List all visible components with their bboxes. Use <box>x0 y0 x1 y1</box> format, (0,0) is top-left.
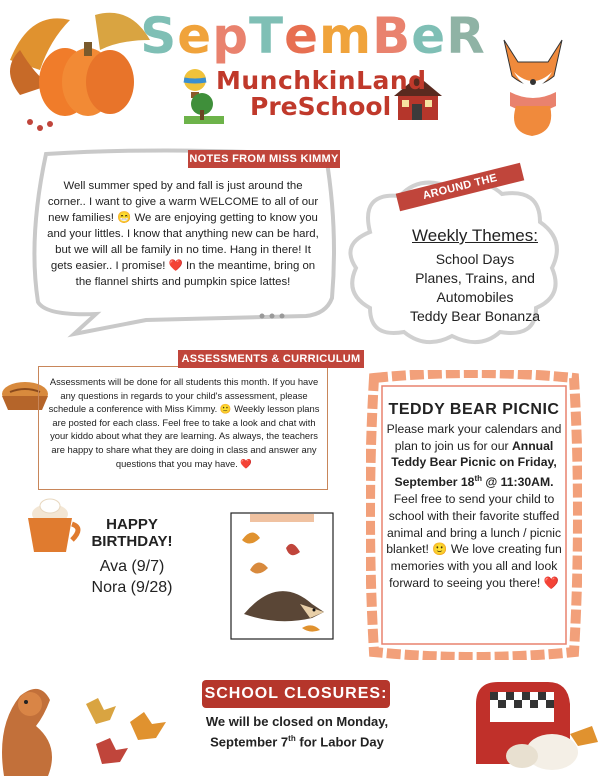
birthday-name: Nora (9/28) <box>91 579 173 596</box>
closures-body <box>178 713 416 750</box>
title-letter: R <box>446 7 486 65</box>
assessments-tag: ASSESSMENTS & CURRICULUM <box>178 350 364 368</box>
picnic-intro: Please mark your calendars and plan to join us for our <box>386 421 562 453</box>
squirrel-icon <box>0 676 62 776</box>
logo-line-2: PreSchool <box>250 92 392 121</box>
notes-tag: NOTES FROM MISS KIMMY <box>188 150 340 168</box>
closures-line-2 <box>178 730 416 750</box>
picnic-section <box>384 402 564 592</box>
school-logo <box>178 64 446 124</box>
weekly-theme-item: Teddy Bear Bonanza <box>410 308 540 324</box>
closures-date: September 7 <box>210 734 289 750</box>
title-letter: m <box>319 7 373 65</box>
picnic-details: Feel free to send your child to school with their favorite stuffed animal and bring a lunch / picnic blanket! 🙂 We love creating fun memories with you all and look forward to seeing you there! ❤️ <box>386 492 562 591</box>
birthday-title-2: BIRTHDAY! <box>91 533 173 550</box>
hedgehog-icon <box>230 512 334 640</box>
title-letter: S <box>140 7 178 65</box>
title-letter: e <box>411 7 447 65</box>
fox-icon <box>492 28 574 138</box>
birthday-title-1: HAPPY <box>106 516 158 533</box>
weekly-theme-item: Planes, Trains, and Automobiles <box>415 270 535 305</box>
closures-reason: for Labor Day <box>299 734 384 750</box>
logo-line-1: MunchkinLand <box>216 66 427 95</box>
weekly-themes <box>380 226 570 326</box>
closures-title: SCHOOL CLOSURES: <box>202 680 390 708</box>
weekly-theme-item: School Days <box>435 251 515 267</box>
weekly-themes-title: Weekly Themes: <box>412 226 538 245</box>
picnic-event: Annual Teddy Bear Picnic on Friday, September 18 <box>391 438 557 490</box>
notes-body: Well summer sped by and fall is just around the corner.. I want to give a warm WELCOME to all of our new families! 😁 We are enjoying getting to know you and your littles. I know that anything new can be hard, but we will all be family in no time. Hang in there! It gets easier.. I promise! ❤️ In the meantime, bring on the flannel shirts and pumpkin spice lattes! <box>47 180 319 288</box>
assessments-body: Assessments will be done for all students this month. If you have any questions in regards to your child's assessment, please schedule a conference with Miss Kimmy. 🙂 Weekly lesson plans are posted for each class. Feel free to take a look and chat with your kiddo about what they are learning. As always, the teachers are happy to share what they are doing in class and answer any questions that you may have. ❤️ <box>48 376 320 469</box>
newsletter-title <box>140 6 486 66</box>
title-letter: B <box>372 7 412 65</box>
birthday-section <box>72 510 192 632</box>
pumpkin-icon <box>0 0 160 140</box>
birthday-name: Ava (9/7) <box>99 558 165 575</box>
truck-icon <box>452 664 600 776</box>
closures-date-suffix: th <box>288 734 296 743</box>
title-letter: T <box>249 7 285 65</box>
picnic-date-suffix: th <box>474 474 482 484</box>
title-letter: e <box>177 7 213 65</box>
closures-line-1: We will be closed on Monday, <box>205 714 389 729</box>
title-letter: p <box>212 7 250 65</box>
around-tag: AROUND THE SCHOOL <box>396 163 525 211</box>
picnic-time: @ 11:30AM. <box>485 475 554 490</box>
picnic-title: TEDDY BEAR PICNIC <box>388 401 560 418</box>
title-letter: e <box>284 7 320 65</box>
leaf-icon <box>76 694 176 774</box>
